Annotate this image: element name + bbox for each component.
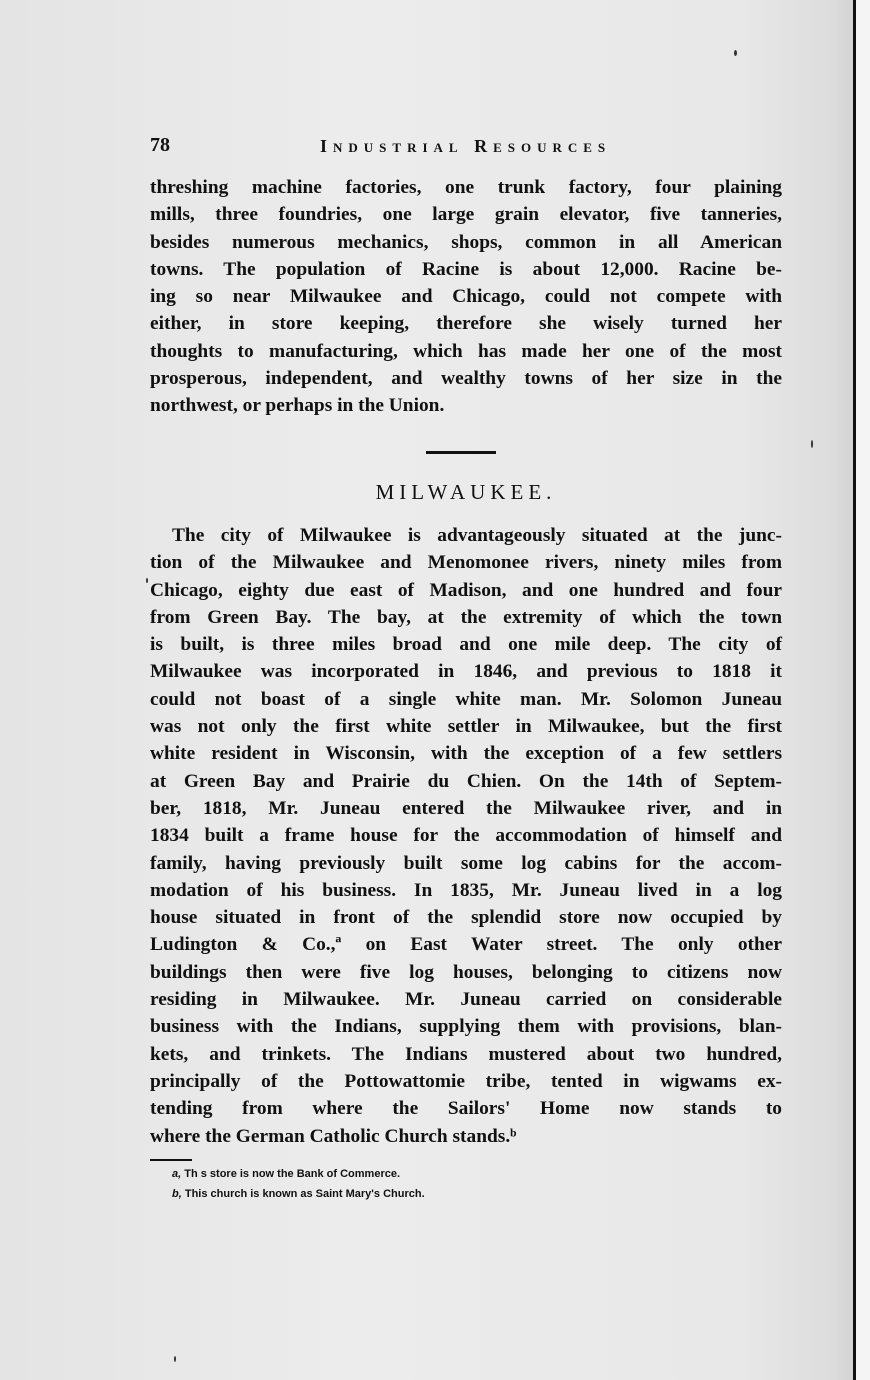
text-line: tending from where the Sailors' Home now stands to xyxy=(150,1098,782,1120)
text-line: besides numerous mechanics, shops, common in all American xyxy=(150,231,782,253)
text-line: could not boast of a single white man. Mr. Solomon Juneau xyxy=(150,688,782,710)
text-line: family, having previously built some log cabins for the accom- xyxy=(150,852,782,874)
text-line: ing so near Milwaukee and Chicago, could not compete with xyxy=(150,286,782,308)
footnote-rule xyxy=(150,1159,192,1161)
ink-speck xyxy=(174,1356,176,1362)
text-line: prosperous, independent, and wealthy towns of her size in the xyxy=(150,368,782,390)
text-line: white resident in Wisconsin, with the exception of a few settlers xyxy=(150,743,782,765)
footnotes xyxy=(172,1164,772,1204)
text-line: from Green Bay. The bay, at the extremity of which the town xyxy=(150,606,782,628)
running-title: Industrial Resources xyxy=(320,136,612,156)
ink-speck xyxy=(734,50,737,56)
paragraph-racine xyxy=(150,174,782,420)
text-line: towns. The population of Racine is about 12,000. Racine be- xyxy=(150,258,782,280)
text-line: Ludington & Co.,ª on East Water street. The only other xyxy=(150,934,782,956)
text-line: modation of his business. In 1835, Mr. Juneau lived in a log xyxy=(150,879,782,901)
footnote-text: This church is known as Saint Mary's Church. xyxy=(184,1188,425,1200)
footnote-b xyxy=(172,1184,772,1204)
section-divider xyxy=(426,451,496,454)
text-line: at Green Bay and Prairie du Chien. On the 14th of Septem- xyxy=(150,770,782,792)
text-line: residing in Milwaukee. Mr. Juneau carried on considerable xyxy=(150,989,782,1011)
page-border-line xyxy=(853,0,856,1380)
text-line: thoughts to manufacturing, which has made her one of the most xyxy=(150,340,782,362)
text-line: ber, 1818, Mr. Juneau entered the Milwaukee river, and in xyxy=(150,797,782,819)
text-line: mills, three foundries, one large grain elevator, five tanneries, xyxy=(150,204,782,226)
ink-speck xyxy=(146,578,148,583)
text-line: Milwaukee was incorporated in 1846, and previous to 1818 it xyxy=(150,661,782,683)
page-margin-edge xyxy=(856,0,870,1380)
paragraph-milwaukee xyxy=(150,522,782,1150)
footnote-mark: b, xyxy=(172,1188,182,1200)
text-line: 1834 built a frame house for the accommodation of himself and xyxy=(150,825,782,847)
text-line: northwest, or perhaps in the Union. xyxy=(150,395,445,417)
text-line: tion of the Milwaukee and Menomonee rivers, ninety miles from xyxy=(150,552,782,574)
text-line: house situated in front of the splendid store now occupied by xyxy=(150,907,782,929)
text-line: is built, is three miles broad and one mile deep. The city of xyxy=(150,634,782,656)
footnote-mark: a, xyxy=(172,1168,182,1180)
text-line: business with the Indians, supplying them with provisions, blan- xyxy=(150,1016,782,1038)
page-number: 78 xyxy=(150,134,170,156)
text-line: buildings then were five log houses, belonging to citizens now xyxy=(150,961,782,983)
text-line: was not only the first white settler in Milwaukee, but the first xyxy=(150,716,782,738)
running-head xyxy=(150,134,782,156)
text-line: The city of Milwaukee is advantageously situated at the junc- xyxy=(172,525,782,546)
text-line: either, in store keeping, therefore she wisely turned her xyxy=(150,313,782,335)
text-line: Chicago, eighty due east of Madison, and one hundred and four xyxy=(150,579,782,601)
footnote-text: Th s store is now the Bank of Commerce. xyxy=(184,1168,401,1180)
ink-speck xyxy=(811,440,813,448)
text-line: threshing machine factories, one trunk factory, four plaining xyxy=(150,177,782,198)
text-line: where the German Catholic Church stands.ᵇ xyxy=(150,1125,517,1147)
text-line: principally of the Pottowattomie tribe, tented in wigwams ex- xyxy=(150,1070,782,1092)
section-title: MILWAUKEE. xyxy=(375,480,557,504)
footnote-a xyxy=(172,1164,772,1184)
text-line: kets, and trinkets. The Indians mustered about two hundred, xyxy=(150,1043,782,1065)
